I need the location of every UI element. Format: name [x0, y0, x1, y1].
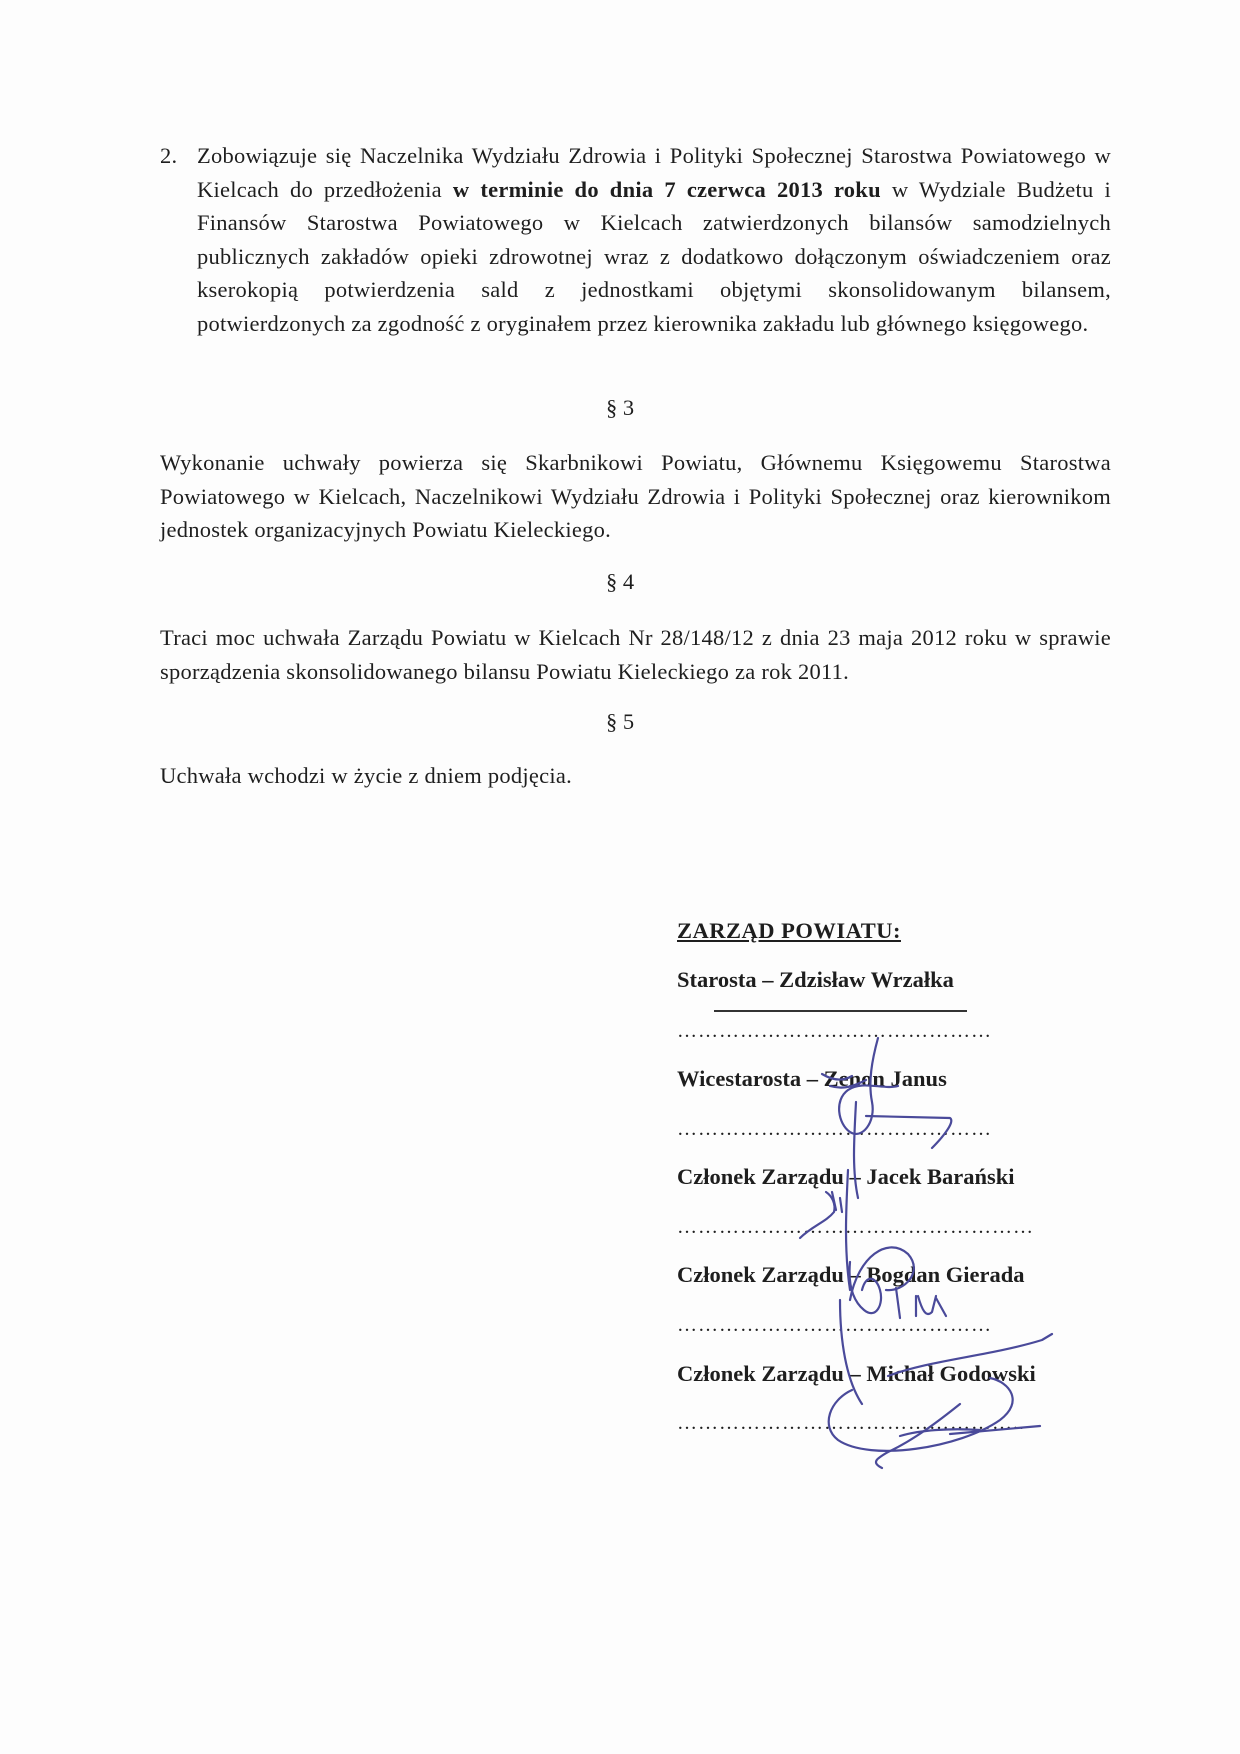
section-3-heading: § 3	[605, 395, 635, 420]
member-wicestarosta: Wicestarosta – Zenon Janus	[677, 1066, 947, 1091]
signature-line: ………………………………………	[677, 1020, 992, 1042]
item2-deadline: w terminie do dnia 7 czerwca 2013 roku	[452, 176, 881, 202]
board-title: ZARZĄD POWIATU:	[677, 918, 901, 943]
member-gierada: Członek Zarządu – Bogdan Gierada	[677, 1262, 1025, 1287]
signature-line: ………………………………………	[677, 1314, 992, 1336]
section-4-text: Traci moc uchwała Zarządu Powiatu w Kielcach Nr 28/148/12 z dnia 23 maja 2012 roku w sprawie sporządzenia skonsolidowanego bilansu Powiatu Kieleckiego za rok 2011.	[160, 625, 1111, 684]
signature-line: …………………………………………..	[677, 1412, 1025, 1434]
section-3-text: Wykonanie uchwały powierza się Skarbnikowi Powiatu, Głównemu Księgowemu Starostwa Powiatowego w Kielcach, Naczelnikowi Wydziału Zdrowia i Polityki Społecznej oraz kierownikom jednostek organizacyjnych Powiatu Kieleckiego.	[160, 450, 1111, 542]
list-item-number: 2.	[160, 143, 178, 168]
signature-line: ……………………………………………	[677, 1216, 1034, 1238]
member-godowski: Członek Zarządu – Michał Godowski	[677, 1361, 1036, 1386]
section-5-text: Uchwała wchodzi w życie z dniem podjęcia.	[160, 763, 572, 788]
member-barański: Członek Zarządu – Jacek Barański	[677, 1164, 1015, 1189]
list-item-text	[197, 139, 1111, 340]
signature-line: ………………………………………	[677, 1118, 992, 1140]
section-5-heading: § 5	[605, 709, 635, 734]
item2-text-after: w Wydziale Budżetu i Finansów Starostwa Powiatowego w Kielcach zatwierdzonych bilansów samodzielnych publicznych zakładów opieki zdrowotnej wraz z dodatkowo dołączonym oświadczeniem oraz kserokopią potwierdzenia sald z jednostkami objętymi skonsolidowanym bilansem, potwierdzonych za zgodność z oryginałem przez kierownika zakładu lub głównego księgowego.	[197, 176, 1111, 336]
signature-ink	[800, 1038, 1052, 1468]
section-4-heading: § 4	[605, 569, 635, 594]
item2-text-before: Zobowiązuje się Naczelnika Wydziału Zdrowia i Polityki Społecznej Starostwa Powiatowego w Kielcach do przedłożenia	[197, 143, 1111, 202]
member-starosta: Starosta – Zdzisław Wrzałka	[677, 967, 954, 992]
list-item-2	[160, 139, 1111, 340]
underline-rule	[714, 1010, 967, 1012]
